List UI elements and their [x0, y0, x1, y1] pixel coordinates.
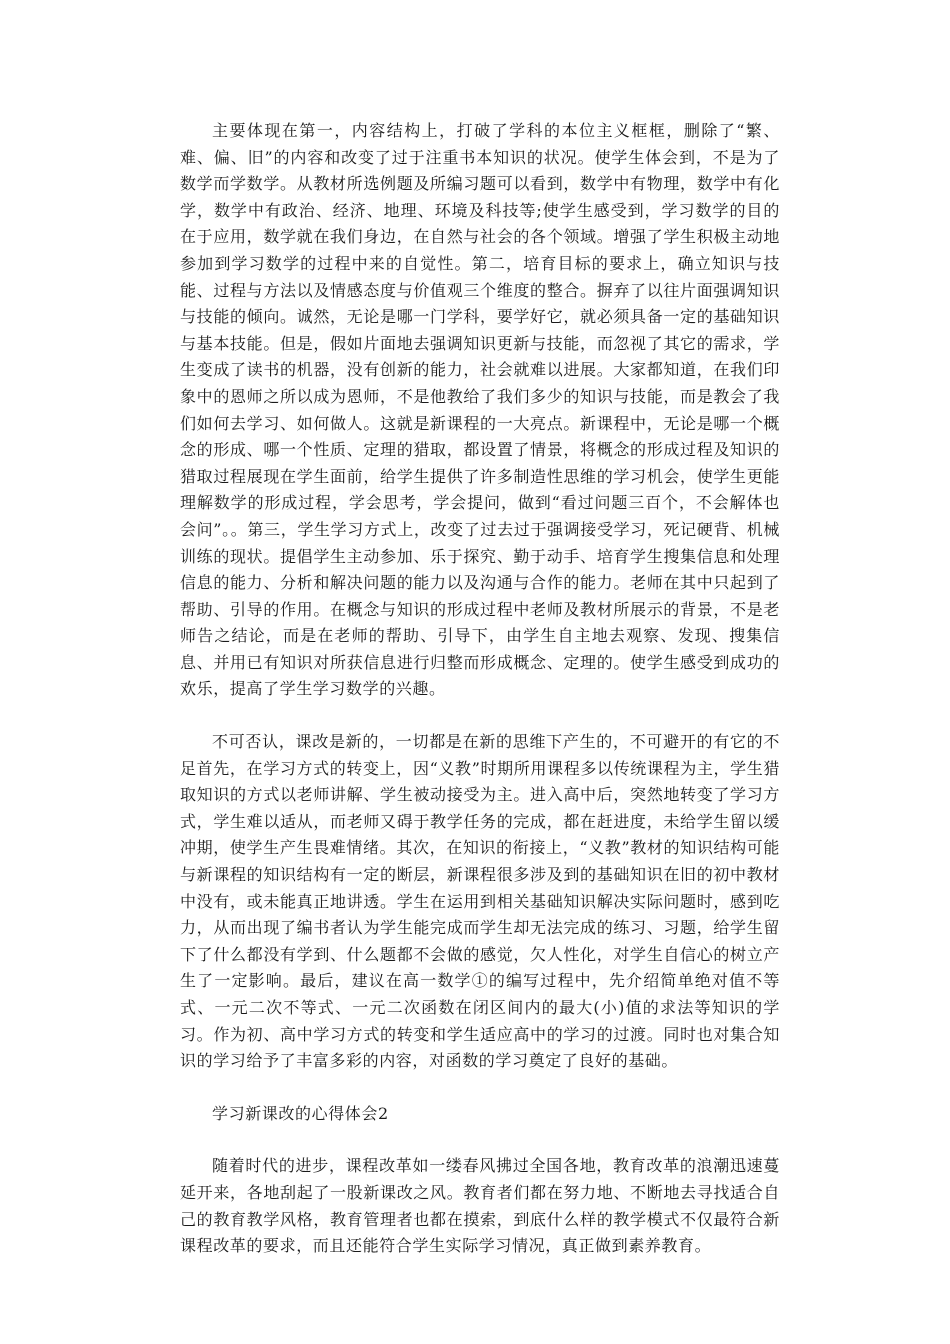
section-heading: 学习新课改的心得体会2: [212, 1103, 389, 1123]
document-page: [180, 118, 780, 1260]
body-paragraph-3: 随着时代的进步，课程改革如一缕春风拂过全国各地，教育改革的浪潮迅速蔓延开来，各地刮起了一股新课改之风。教育者们都在努力地、不断地去寻找适合自己的教育教学风格，教育管理者也都在摸索，到底什么样的教学模式不仅最符合新课程改革的要求，而且还能符合学生实际学习情况，真正做到素养教育。: [180, 1156, 780, 1256]
body-paragraph-2: 不可否认，课改是新的，一切都是在新的思维下产生的，不可避开的有它的不足首先，在学习方式的转变上，因“义教”时期所用课程多以传统课程为主，学生猎取知识的方式以老师讲解、学生被动接受为主。进入高中后，突然地转变了学习方式，学生难以适从，而老师又碍于教学任务的完成，都在赶进度，未给学生留以缓冲期，使学生产生畏难情绪。其次，在知识的衔接上，“义教”教材的知识结构可能与新课程的知识结构有一定的断层，新课程很多涉及到的基础知识在旧的初中教材中没有，或未能真正地讲透。学生在运用到相关基础知识解决实际问题时，感到吃力，从而出现了编书者认为学生能完成而学生却无法完成的练习、习题，给学生留下了什么都没有学到、什么题都不会做的感觉，欠人性化，对学生自信心的树立产生了一定影响。最后，建议在高一数学①的编写过程中，先介绍简单绝对值不等式、一元二次不等式、一元二次函数在闭区间内的最大(小)值的求法等知识的学习。作为初、高中学习方式的转变和学生适应高中的学习的过渡。同时也对集合知识的学习给予了丰富多彩的内容，对函数的学习奠定了良好的基础。: [180, 732, 780, 1071]
body-paragraph-1: 主要体现在第一，内容结构上，打破了学科的本位主义框框，删除了“繁、难、偏、旧”的内容和改变了过于注重书本知识的状况。使学生体会到，不是为了数学而学数学。从教材所选例题及所编习题可以看到，数学中有物理，数学中有化学，数学中有政治、经济、地理、环境及科技等;使学生感受到，学习数学的目的在于应用，数学就在我们身边，在自然与社会的各个领域。增强了学生积极主动地参加到学习数学的过程中来的自觉性。第二，培育目标的要求上，确立知识与技能、过程与方法以及情感态度与价值观三个维度的整合。摒弃了以往片面强调知识与技能的倾向。诚然，无论是哪一门学科，要学好它，就必须具备一定的基础知识与基本技能。但是，假如片面地去强调知识更新与技能，而忽视了其它的需求，学生变成了读书的机器，没有创新的能力，社会就难以进展。大家都知道，在我们印象中的恩师之所以成为恩师，不是他教给了我们多少的知识与技能，而是教会了我们如何去学习、如何做人。这就是新课程的一大亮点。新课程中，无论是哪一个概念的形成、哪一个性质、定理的猎取，都设置了情景，将概念的形成过程及知识的猎取过程展现在学生面前，给学生提供了许多制造性思维的学习机会，使学生更能理解数学的形成过程，学会思考，学会提问，做到“看过问题三百个，不会解体也会问”。。第三，学生学习方式上，改变了过去过于强调接受学习，死记硬背、机械训练的现状。提倡学生主动参加、乐于探究、勤于动手、培育学生搜集信息和处理信息的能力、分析和解决问题的能力以及沟通与合作的能力。老师在其中只起到了帮助、引导的作用。在概念与知识的形成过程中老师及教材所展示的背景，不是老师告之结论，而是在老师的帮助、引导下，由学生自主地去观察、发现、搜集信息、并用已有知识对所获信息进行归整而形成概念、定理的。使学生感受到成功的欢乐，提高了学生学习数学的兴趣。: [180, 121, 780, 699]
